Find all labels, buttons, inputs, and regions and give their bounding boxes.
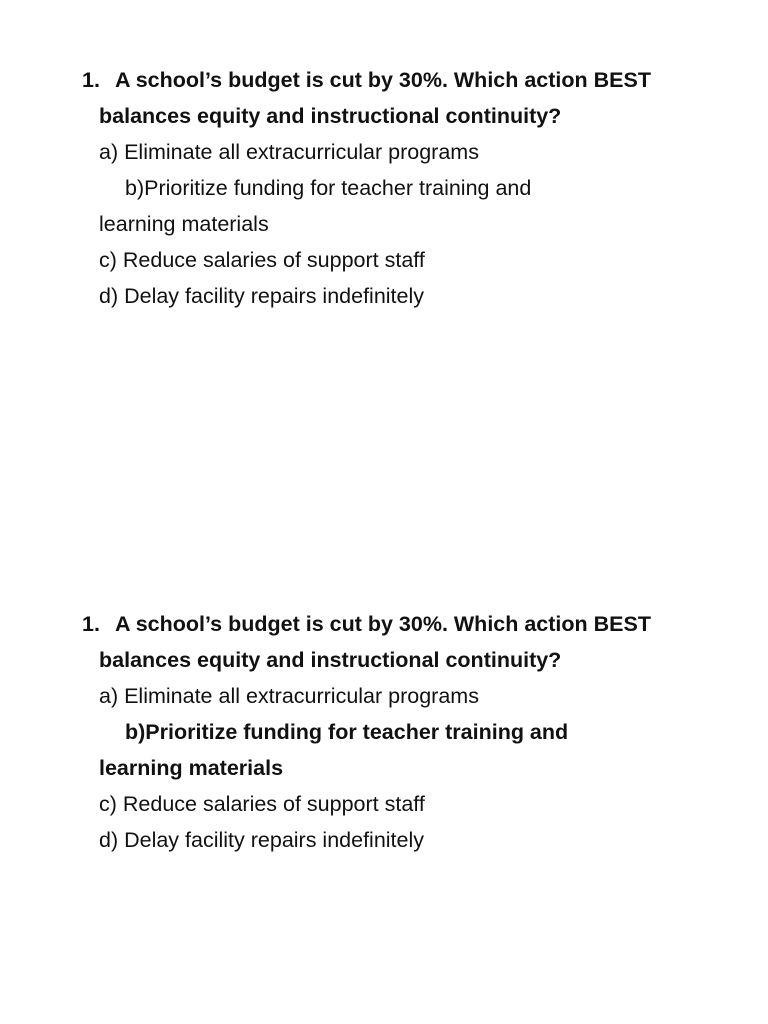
option-d: d) Delay facility repairs indefinitely bbox=[99, 828, 425, 852]
question-stem-line-2: balances equity and instructional continuity? bbox=[99, 648, 562, 672]
option-b-line-2: learning materials bbox=[99, 212, 269, 236]
question-number: 1. bbox=[82, 68, 100, 92]
option-a: a) Eliminate all extracurricular programs bbox=[99, 684, 479, 708]
question-stem-line-1 bbox=[82, 606, 651, 642]
question-stem-line-2: balances equity and instructional continuity? bbox=[99, 104, 562, 128]
option-b-line-1: b)Prioritize funding for teacher training and bbox=[125, 176, 532, 200]
option-d: d) Delay facility repairs indefinitely bbox=[99, 284, 425, 308]
question-stem-text-1: A school’s budget is cut by 30%. Which action BEST bbox=[115, 68, 651, 92]
option-a: a) Eliminate all extracurricular programs bbox=[99, 140, 479, 164]
option-c: c) Reduce salaries of support staff bbox=[99, 792, 425, 816]
question-stem-line-1 bbox=[82, 62, 651, 98]
option-b-line-1-correct: b)Prioritize funding for teacher training and bbox=[125, 720, 569, 744]
option-b-line-2-correct: learning materials bbox=[99, 756, 284, 780]
question-number: 1. bbox=[82, 612, 100, 636]
question-stem-text-1: A school’s budget is cut by 30%. Which action BEST bbox=[115, 612, 651, 636]
option-c: c) Reduce salaries of support staff bbox=[99, 248, 425, 272]
